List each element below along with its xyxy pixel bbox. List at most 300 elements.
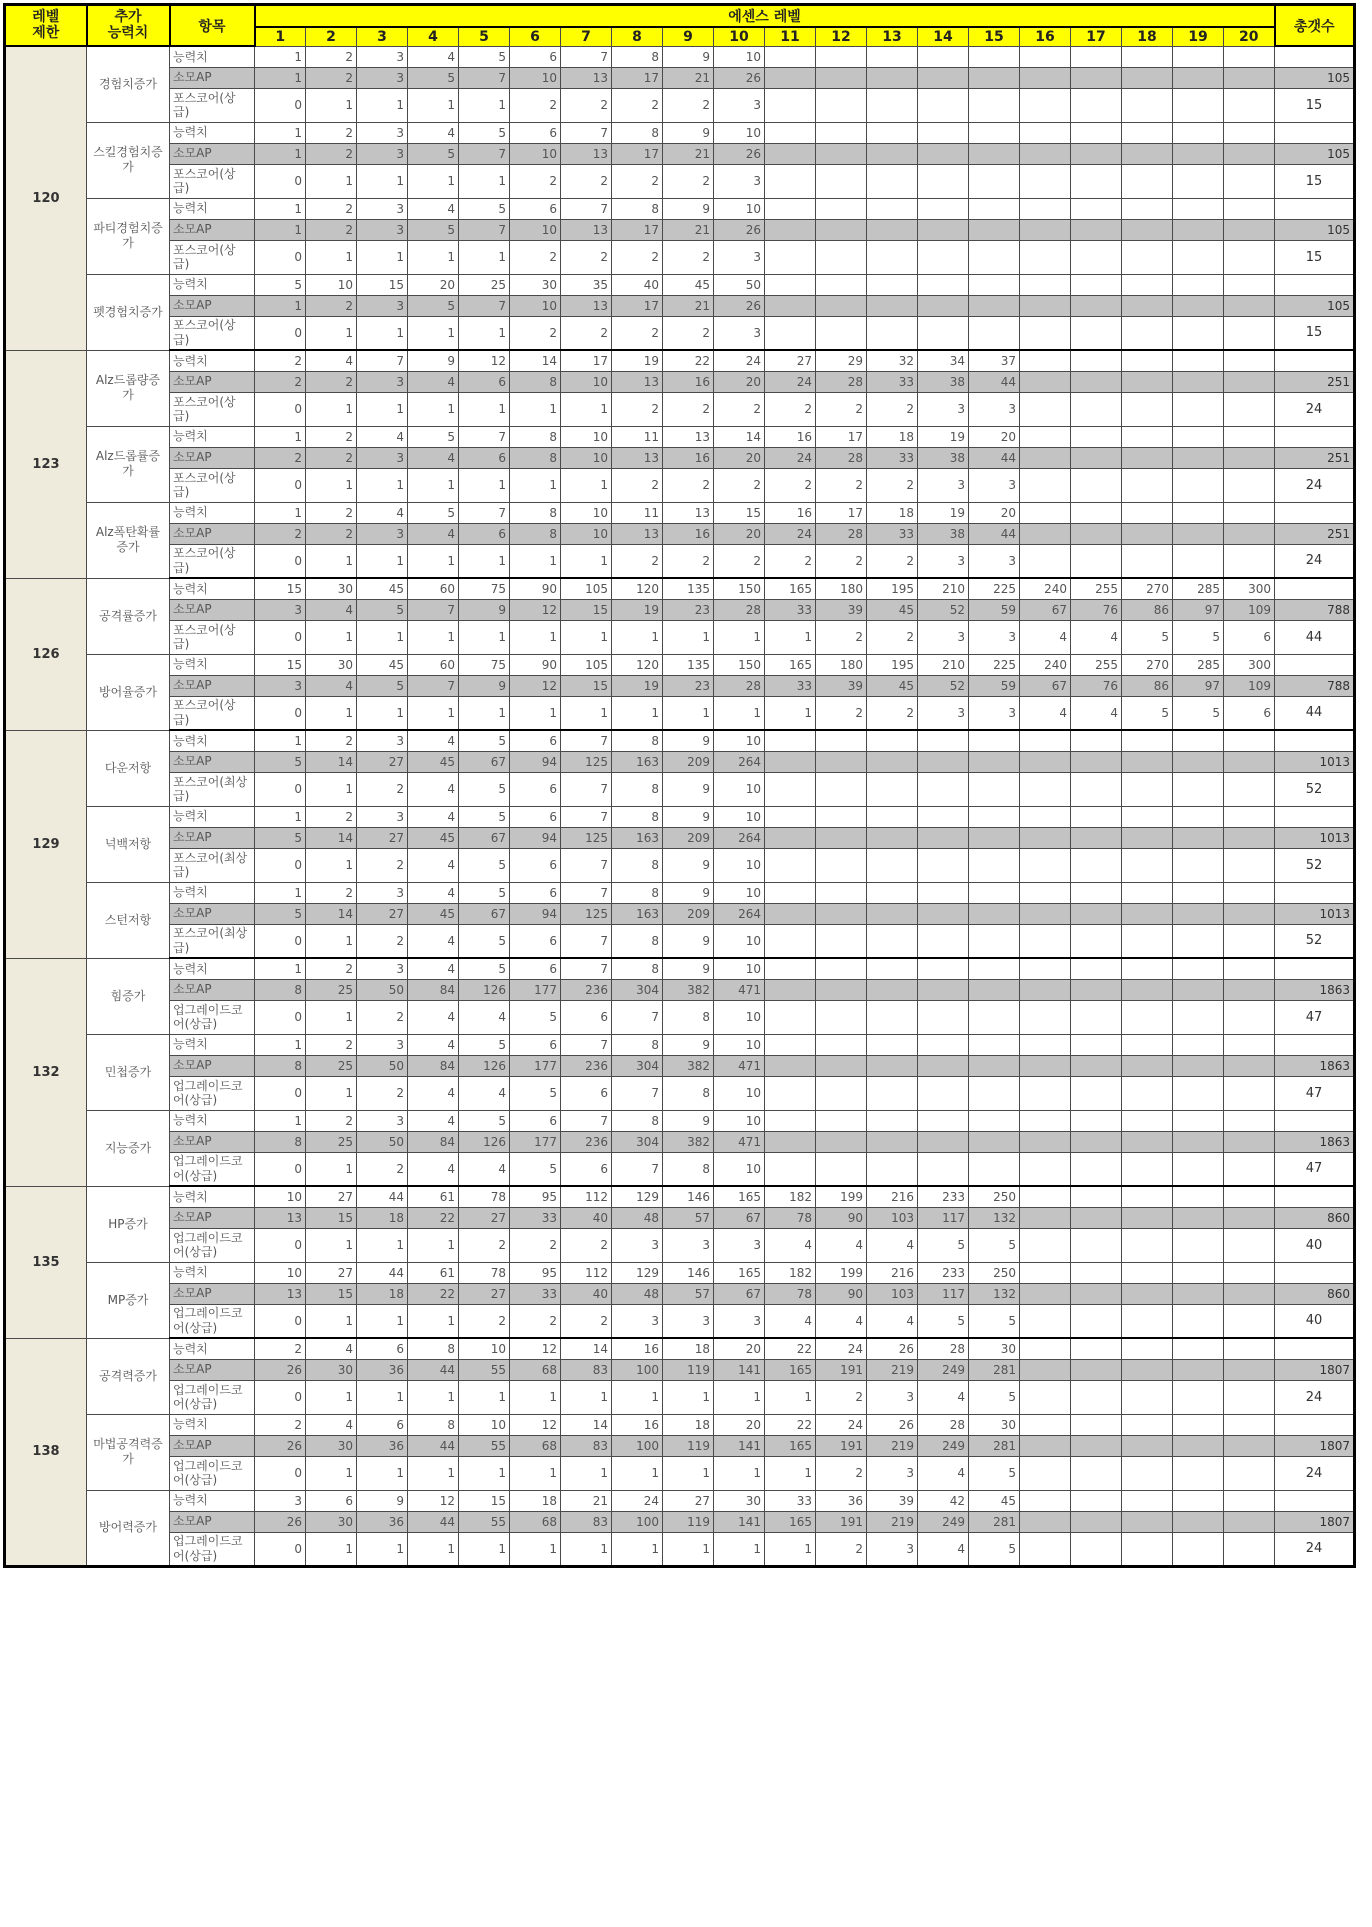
value-cell [816, 274, 867, 295]
value-cell: 1 [408, 1380, 459, 1414]
row-item-label: 소모AP [170, 1511, 255, 1532]
value-cell: 1 [459, 620, 510, 654]
value-cell [1020, 903, 1071, 924]
value-cell: 304 [612, 1055, 663, 1076]
value-cell [1173, 295, 1224, 316]
value-cell: 225 [969, 654, 1020, 675]
value-cell [1071, 240, 1122, 274]
value-cell: 1 [255, 730, 306, 751]
value-cell: 8 [612, 924, 663, 958]
value-cell: 0 [255, 1380, 306, 1414]
value-cell: 6 [510, 46, 561, 67]
value-cell: 1 [255, 958, 306, 979]
value-cell: 1 [459, 1532, 510, 1566]
value-cell: 1 [357, 620, 408, 654]
header-level-13: 13 [867, 27, 918, 46]
value-cell: 10 [510, 219, 561, 240]
value-cell [1122, 1456, 1173, 1490]
value-cell [1173, 143, 1224, 164]
value-cell [816, 46, 867, 67]
row-item-label: 업그레이드코어(상급) [170, 1152, 255, 1186]
value-cell [969, 848, 1020, 882]
value-cell [969, 1000, 1020, 1034]
value-cell [1020, 1532, 1071, 1566]
value-cell [969, 806, 1020, 827]
value-cell: 1 [612, 1532, 663, 1566]
value-cell: 1 [255, 502, 306, 523]
value-cell: 199 [816, 1262, 867, 1283]
value-cell [867, 46, 918, 67]
value-cell: 2 [663, 468, 714, 502]
value-cell: 42 [918, 1490, 969, 1511]
extra-stat-name: MP증가 [87, 1262, 170, 1338]
value-cell: 1 [510, 392, 561, 426]
value-cell: 26 [714, 143, 765, 164]
value-cell: 1 [357, 1532, 408, 1566]
value-cell: 10 [714, 772, 765, 806]
value-cell [867, 1110, 918, 1131]
value-cell: 9 [663, 772, 714, 806]
value-cell [1122, 88, 1173, 122]
value-cell: 165 [765, 578, 816, 599]
value-cell: 8 [255, 1131, 306, 1152]
value-cell: 17 [612, 219, 663, 240]
value-cell [918, 730, 969, 751]
value-cell [918, 924, 969, 958]
row-item-label: 능력치 [170, 198, 255, 219]
value-cell: 61 [408, 1186, 459, 1207]
value-cell: 3 [969, 696, 1020, 730]
value-cell: 0 [255, 1456, 306, 1490]
header-total: 총갯수 [1275, 5, 1355, 47]
value-cell: 120 [612, 578, 663, 599]
value-cell: 1 [357, 468, 408, 502]
row-item-label: 포스코어(최상급) [170, 772, 255, 806]
row-item-label: 능력치 [170, 1338, 255, 1359]
value-cell: 2 [816, 696, 867, 730]
value-cell [765, 143, 816, 164]
value-cell [1020, 523, 1071, 544]
total-cell [1275, 654, 1355, 675]
value-cell: 2 [306, 219, 357, 240]
header-level-8: 8 [612, 27, 663, 46]
value-cell [969, 882, 1020, 903]
value-cell: 5 [459, 924, 510, 958]
value-cell [1071, 143, 1122, 164]
value-cell [1224, 1532, 1275, 1566]
value-cell [816, 979, 867, 1000]
value-cell [969, 198, 1020, 219]
value-cell [969, 958, 1020, 979]
value-cell: 27 [459, 1283, 510, 1304]
value-cell: 1 [561, 696, 612, 730]
value-cell: 1 [306, 1304, 357, 1338]
total-cell: 105 [1275, 295, 1355, 316]
value-cell: 1 [255, 219, 306, 240]
value-cell [918, 1110, 969, 1131]
total-cell [1275, 1110, 1355, 1131]
value-cell: 1 [255, 1110, 306, 1131]
row-item-label: 능력치 [170, 122, 255, 143]
table-row [5, 198, 1355, 219]
value-cell: 1 [612, 696, 663, 730]
value-cell: 3 [969, 544, 1020, 578]
value-cell [918, 219, 969, 240]
value-cell [1224, 1076, 1275, 1110]
value-cell: 4 [1020, 620, 1071, 654]
value-cell: 1 [510, 1532, 561, 1566]
table-row [5, 502, 1355, 523]
header-level-12: 12 [816, 27, 867, 46]
value-cell: 13 [561, 295, 612, 316]
value-cell: 45 [357, 654, 408, 675]
value-cell: 14 [306, 751, 357, 772]
value-cell: 255 [1071, 578, 1122, 599]
value-cell: 117 [918, 1207, 969, 1228]
value-cell [1224, 806, 1275, 827]
value-cell [1122, 1228, 1173, 1262]
value-cell [1071, 1304, 1122, 1338]
value-cell: 2 [612, 468, 663, 502]
value-cell [1020, 468, 1071, 502]
value-cell: 7 [612, 1000, 663, 1034]
value-cell: 6 [357, 1414, 408, 1435]
value-cell: 1 [510, 696, 561, 730]
total-cell [1275, 1034, 1355, 1055]
value-cell: 1 [357, 164, 408, 198]
value-cell: 1 [663, 1456, 714, 1490]
value-cell: 9 [663, 1034, 714, 1055]
value-cell [1020, 88, 1071, 122]
value-cell [1224, 88, 1275, 122]
value-cell: 1 [408, 620, 459, 654]
value-cell: 219 [867, 1359, 918, 1380]
header-item: 항목 [170, 5, 255, 47]
value-cell: 6 [561, 1076, 612, 1110]
value-cell: 30 [969, 1414, 1020, 1435]
value-cell [918, 316, 969, 350]
value-cell: 1 [408, 1228, 459, 1262]
value-cell [969, 88, 1020, 122]
value-cell: 2 [816, 544, 867, 578]
total-cell [1275, 122, 1355, 143]
value-cell [1020, 1511, 1071, 1532]
extra-stat-name: 민첩증가 [87, 1034, 170, 1110]
value-cell: 15 [561, 599, 612, 620]
value-cell: 5 [357, 599, 408, 620]
value-cell [969, 219, 1020, 240]
table-row [5, 730, 1355, 751]
value-cell [816, 882, 867, 903]
value-cell [867, 219, 918, 240]
value-cell [1173, 1435, 1224, 1456]
value-cell: 2 [255, 1338, 306, 1359]
total-cell: 44 [1275, 696, 1355, 730]
value-cell: 4 [408, 958, 459, 979]
value-cell [1122, 240, 1173, 274]
value-cell: 20 [714, 447, 765, 468]
value-cell [918, 979, 969, 1000]
value-cell [816, 295, 867, 316]
value-cell: 4 [867, 1228, 918, 1262]
value-cell [918, 46, 969, 67]
value-cell: 8 [663, 1000, 714, 1034]
value-cell: 4 [306, 350, 357, 371]
value-cell: 16 [765, 426, 816, 447]
value-cell [1173, 88, 1224, 122]
value-cell: 2 [663, 544, 714, 578]
value-cell [1020, 316, 1071, 350]
value-cell: 0 [255, 240, 306, 274]
value-cell: 10 [714, 958, 765, 979]
value-cell: 14 [306, 827, 357, 848]
value-cell [1071, 1131, 1122, 1152]
value-cell: 105 [561, 654, 612, 675]
value-cell [1020, 122, 1071, 143]
value-cell: 236 [561, 1055, 612, 1076]
value-cell: 264 [714, 827, 765, 848]
value-cell: 68 [510, 1511, 561, 1532]
value-cell: 0 [255, 696, 306, 730]
value-cell [1173, 46, 1224, 67]
total-cell: 860 [1275, 1207, 1355, 1228]
value-cell: 21 [663, 219, 714, 240]
value-cell: 135 [663, 654, 714, 675]
value-cell: 3 [357, 219, 408, 240]
value-cell: 22 [663, 350, 714, 371]
value-cell [1122, 67, 1173, 88]
value-cell [1122, 1186, 1173, 1207]
value-cell: 4 [408, 1152, 459, 1186]
value-cell [1071, 903, 1122, 924]
value-cell [816, 1152, 867, 1186]
row-item-label: 포스코어(상급) [170, 316, 255, 350]
value-cell: 125 [561, 827, 612, 848]
value-cell: 12 [510, 1414, 561, 1435]
value-cell: 4 [408, 772, 459, 806]
value-cell: 1 [306, 620, 357, 654]
value-cell: 83 [561, 1511, 612, 1532]
table-row [5, 1490, 1355, 1511]
header-level-2: 2 [306, 27, 357, 46]
table-row [5, 1207, 1355, 1228]
value-cell: 1 [306, 1076, 357, 1110]
value-cell: 26 [867, 1338, 918, 1359]
value-cell [1122, 544, 1173, 578]
value-cell: 1 [408, 544, 459, 578]
value-cell: 44 [408, 1511, 459, 1532]
value-cell: 11 [612, 502, 663, 523]
value-cell: 3 [867, 1380, 918, 1414]
row-item-label: 소모AP [170, 1359, 255, 1380]
value-cell: 219 [867, 1435, 918, 1456]
value-cell [1173, 1000, 1224, 1034]
value-cell [1224, 447, 1275, 468]
value-cell: 27 [765, 350, 816, 371]
value-cell: 6 [510, 1034, 561, 1055]
table-row [5, 1511, 1355, 1532]
value-cell: 1 [510, 620, 561, 654]
value-cell [765, 958, 816, 979]
row-item-label: 업그레이드코어(상급) [170, 1304, 255, 1338]
value-cell: 18 [357, 1207, 408, 1228]
value-cell: 1 [408, 240, 459, 274]
extra-stat-name: 다운저항 [87, 730, 170, 806]
value-cell: 264 [714, 751, 765, 772]
extra-stat-name: 스킬경험치증가 [87, 122, 170, 198]
total-cell: 1863 [1275, 1055, 1355, 1076]
value-cell [1173, 122, 1224, 143]
value-cell: 2 [561, 88, 612, 122]
value-cell: 125 [561, 903, 612, 924]
value-cell: 471 [714, 979, 765, 1000]
table-row [5, 67, 1355, 88]
value-cell [1173, 1414, 1224, 1435]
value-cell: 165 [765, 654, 816, 675]
value-cell [1020, 1435, 1071, 1456]
value-cell: 5 [459, 772, 510, 806]
value-cell [918, 772, 969, 806]
value-cell [969, 122, 1020, 143]
value-cell: 8 [612, 772, 663, 806]
value-cell: 5 [255, 827, 306, 848]
value-cell: 33 [867, 371, 918, 392]
header-essence-level: 에센스 레벨 [255, 5, 1275, 28]
value-cell: 1 [306, 316, 357, 350]
value-cell [1224, 1228, 1275, 1262]
value-cell [867, 882, 918, 903]
value-cell [816, 1110, 867, 1131]
value-cell: 103 [867, 1207, 918, 1228]
value-cell: 25 [306, 979, 357, 1000]
value-cell [1173, 730, 1224, 751]
value-cell: 19 [612, 675, 663, 696]
value-cell: 30 [510, 274, 561, 295]
value-cell: 67 [459, 903, 510, 924]
value-cell: 37 [969, 350, 1020, 371]
value-cell [969, 274, 1020, 295]
value-cell [1071, 806, 1122, 827]
value-cell: 1 [408, 88, 459, 122]
value-cell [1173, 1186, 1224, 1207]
value-cell: 57 [663, 1207, 714, 1228]
value-cell: 1 [561, 392, 612, 426]
value-cell [816, 240, 867, 274]
value-cell [1173, 219, 1224, 240]
value-cell: 126 [459, 1131, 510, 1152]
value-cell [1224, 1380, 1275, 1414]
value-cell [1020, 350, 1071, 371]
value-cell [867, 295, 918, 316]
value-cell: 0 [255, 544, 306, 578]
value-cell: 1 [408, 392, 459, 426]
total-cell: 1807 [1275, 1359, 1355, 1380]
value-cell: 126 [459, 979, 510, 1000]
total-cell: 24 [1275, 544, 1355, 578]
row-item-label: 능력치 [170, 426, 255, 447]
row-item-label: 소모AP [170, 751, 255, 772]
value-cell [867, 240, 918, 274]
value-cell [765, 806, 816, 827]
value-cell: 39 [816, 675, 867, 696]
header-level-19: 19 [1173, 27, 1224, 46]
row-item-label: 소모AP [170, 447, 255, 468]
table-row [5, 88, 1355, 122]
value-cell [765, 827, 816, 848]
value-cell: 7 [561, 958, 612, 979]
value-cell: 2 [612, 316, 663, 350]
value-cell [765, 1131, 816, 1152]
value-cell: 9 [663, 1110, 714, 1131]
value-cell: 15 [255, 578, 306, 599]
value-cell: 5 [459, 730, 510, 751]
value-cell: 22 [408, 1283, 459, 1304]
value-cell: 86 [1122, 599, 1173, 620]
value-cell [918, 1034, 969, 1055]
value-cell [1173, 958, 1224, 979]
value-cell: 117 [918, 1283, 969, 1304]
value-cell: 210 [918, 654, 969, 675]
value-cell [1173, 1207, 1224, 1228]
total-cell: 251 [1275, 523, 1355, 544]
value-cell [969, 751, 1020, 772]
value-cell: 8 [510, 426, 561, 447]
value-cell [867, 903, 918, 924]
value-cell: 30 [306, 1511, 357, 1532]
value-cell [1224, 523, 1275, 544]
table-row [5, 827, 1355, 848]
value-cell: 24 [765, 523, 816, 544]
value-cell [867, 143, 918, 164]
value-cell: 2 [357, 1000, 408, 1034]
value-cell: 6 [459, 371, 510, 392]
value-cell [1173, 198, 1224, 219]
value-cell: 2 [867, 392, 918, 426]
value-cell: 264 [714, 903, 765, 924]
value-cell: 5 [459, 848, 510, 882]
value-cell [1224, 240, 1275, 274]
value-cell: 2 [306, 447, 357, 468]
value-cell: 40 [561, 1283, 612, 1304]
value-cell: 3 [714, 240, 765, 274]
value-cell: 119 [663, 1435, 714, 1456]
value-cell [765, 198, 816, 219]
value-cell: 2 [816, 392, 867, 426]
value-cell: 1 [255, 806, 306, 827]
value-cell: 2 [357, 848, 408, 882]
total-cell [1275, 1414, 1355, 1435]
value-cell: 4 [816, 1228, 867, 1262]
table-row [5, 1304, 1355, 1338]
value-cell: 2 [714, 468, 765, 502]
value-cell: 13 [561, 219, 612, 240]
value-cell: 165 [714, 1262, 765, 1283]
value-cell: 10 [255, 1262, 306, 1283]
value-cell [765, 1152, 816, 1186]
value-cell: 2 [306, 502, 357, 523]
value-cell [1173, 1359, 1224, 1380]
value-cell: 7 [459, 295, 510, 316]
value-cell: 132 [969, 1207, 1020, 1228]
table-row [5, 1228, 1355, 1262]
value-cell: 120 [612, 654, 663, 675]
total-cell [1275, 806, 1355, 827]
value-cell [1020, 1283, 1071, 1304]
value-cell [867, 164, 918, 198]
value-cell [1020, 1110, 1071, 1131]
value-cell: 3 [714, 316, 765, 350]
value-cell: 2 [306, 143, 357, 164]
